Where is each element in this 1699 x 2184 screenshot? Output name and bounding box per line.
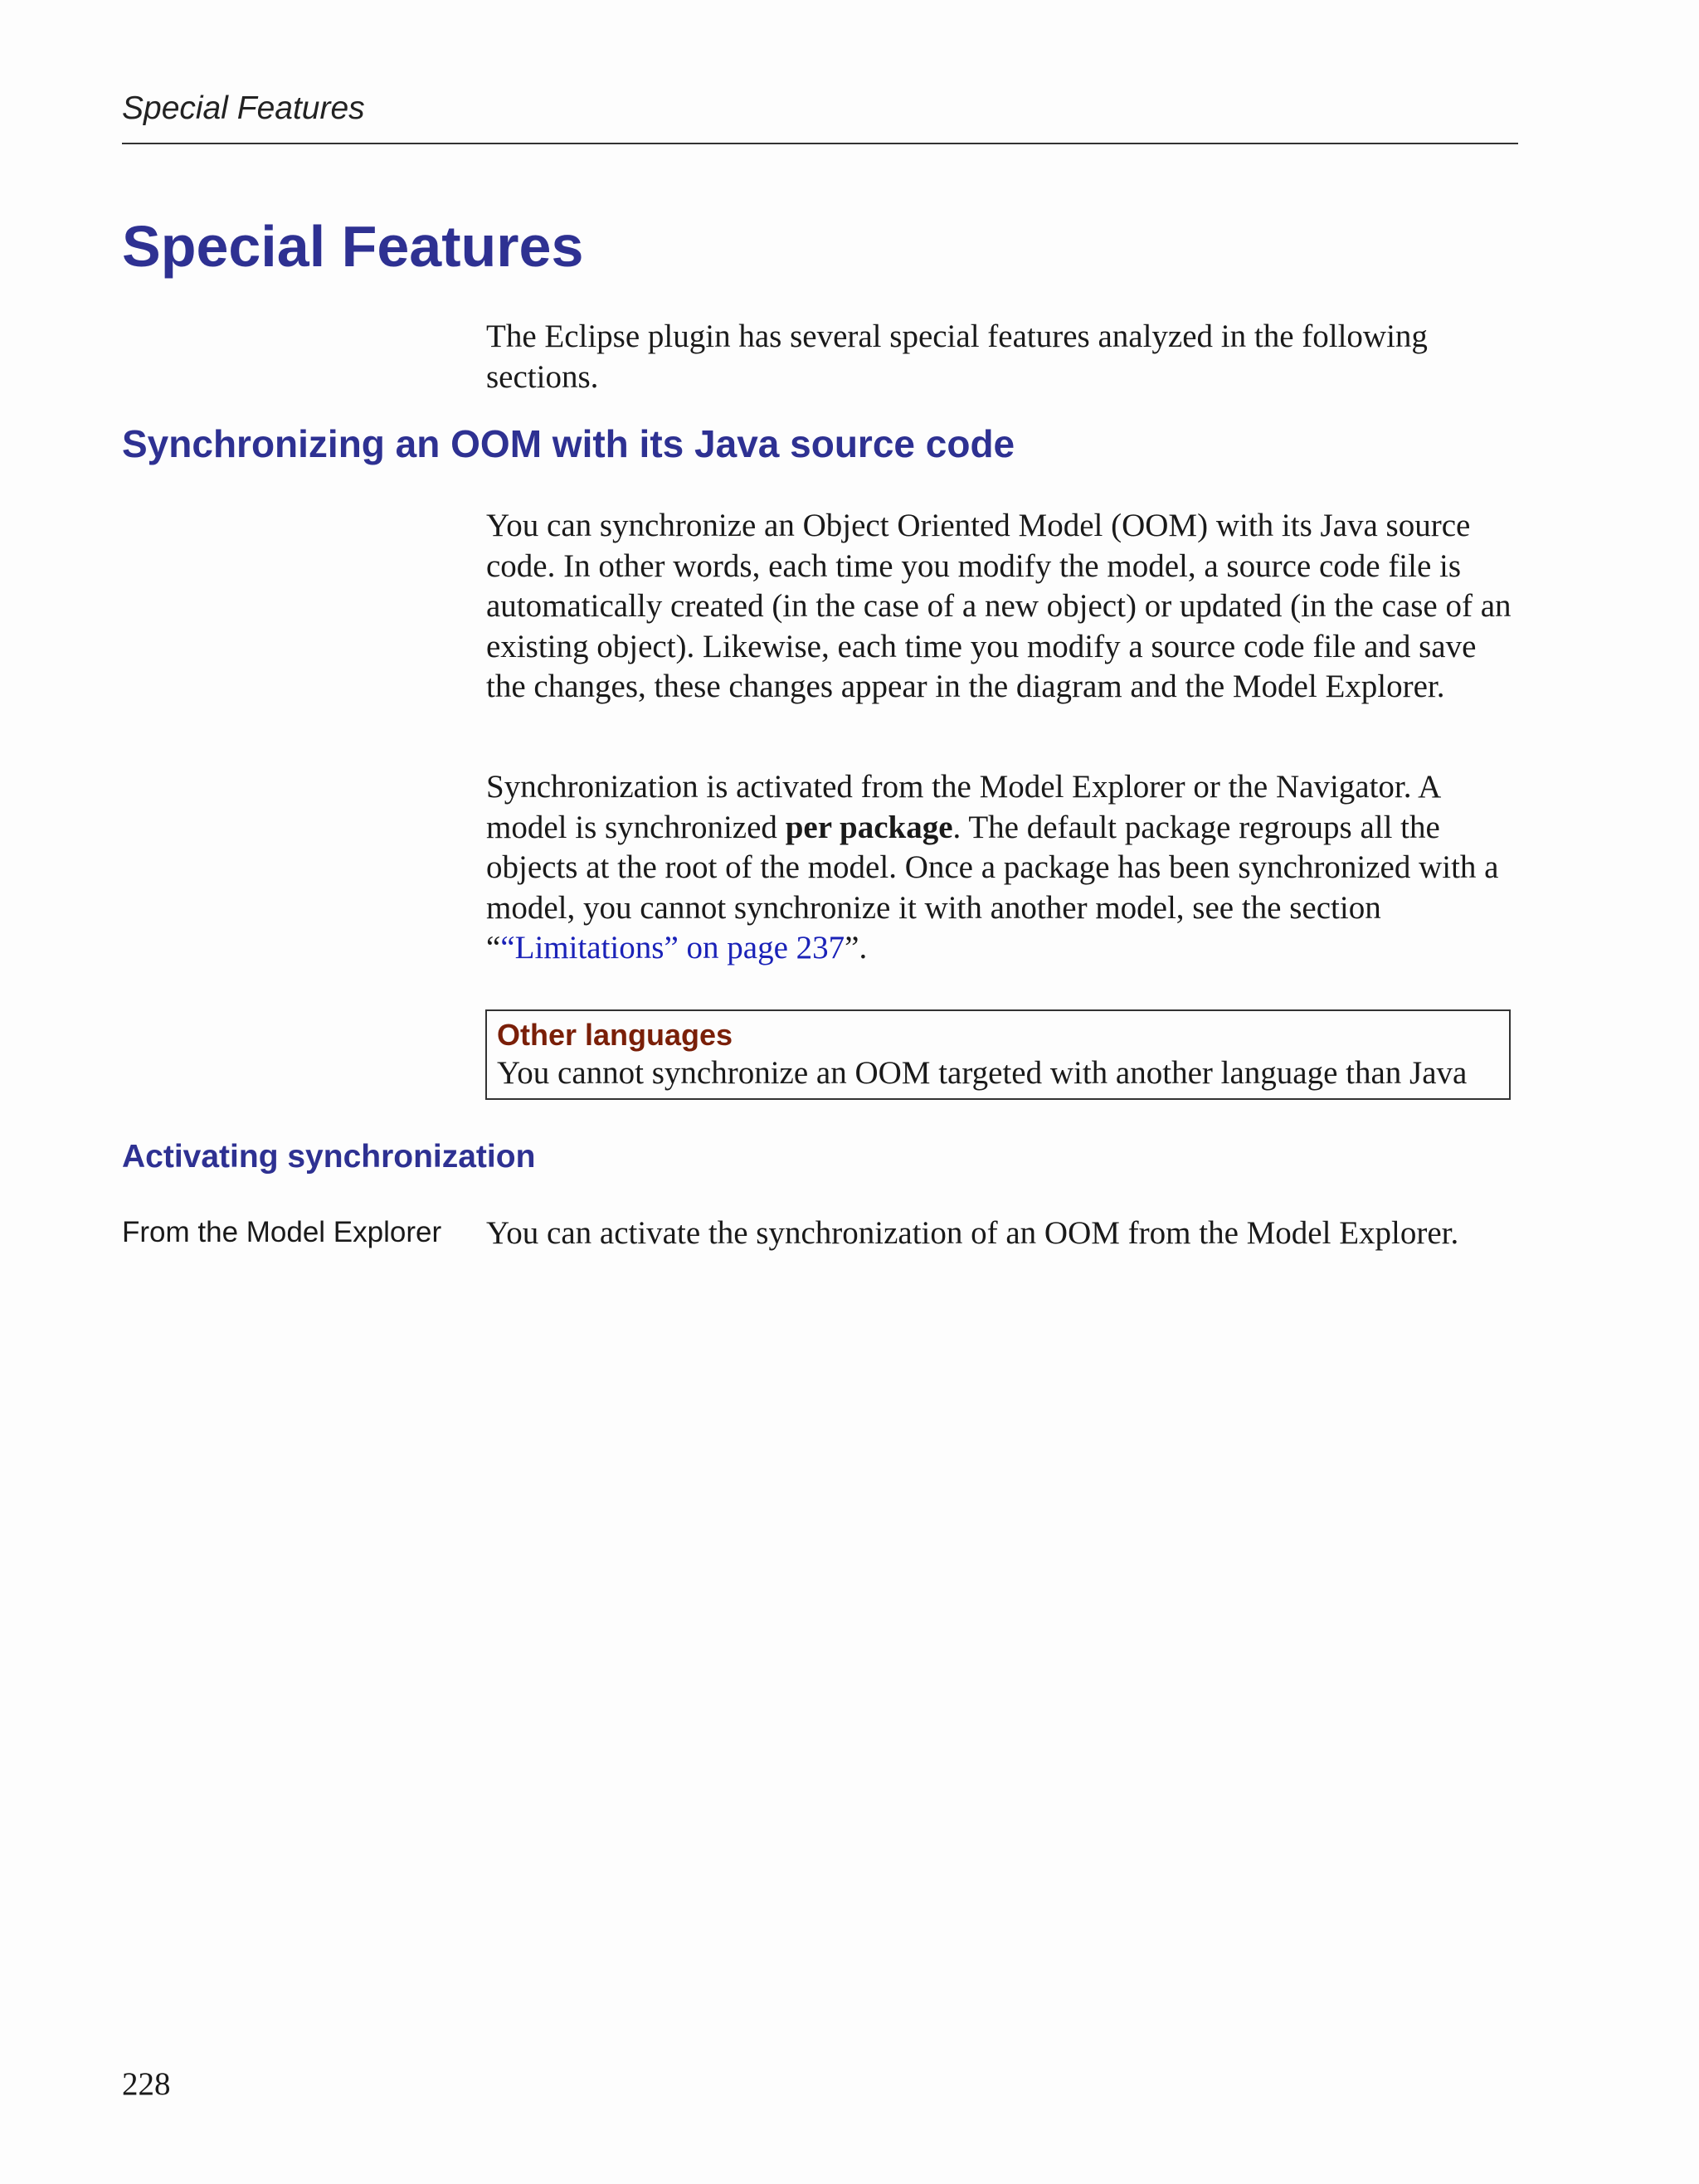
page-number: 228	[122, 2066, 171, 2102]
subsection-heading: Activating synchronization	[122, 1139, 536, 1175]
sync-paragraph-2	[486, 767, 1519, 969]
running-header: Special Features	[122, 90, 365, 126]
sync-paragraph-2-text-middle: . The default package regroups all the objects at the root of the model. Once a package has been synchronized with a model, you cannot synchronize it with another model, see the section “	[486, 809, 1499, 966]
section-heading: Synchronizing an OOM with its Java source code	[122, 422, 1015, 465]
note-text: You cannot synchronize an OOM targeted with another language than Java	[497, 1055, 1468, 1092]
sync-paragraph-2-text-end: ”.	[845, 930, 868, 966]
side-label: From the Model Explorer	[122, 1216, 442, 1248]
page-title: Special Features	[122, 214, 584, 279]
sync-paragraph-2-text: Synchronization is activated from the Model Explorer or the Navigator. A model is synchronized	[486, 769, 1440, 845]
note-box	[485, 1009, 1511, 1100]
sync-paragraph-1: You can synchronize an Object Oriented Model (OOM) with its Java source code. In other words, each time you modify the model, a source code file is automatically created (in the case of a new object) or updated (in the case of an existing object). Likewise, each time you modify a source code file and save the changes, these changes appear in the diagram and the Model Explorer.	[486, 508, 1512, 704]
per-package-emphasis: per package	[785, 809, 953, 845]
limitations-link[interactable]: “Limitations” on page 237	[500, 930, 845, 966]
activate-paragraph: You can activate the synchronization of an OOM from the Model Explorer.	[486, 1215, 1459, 1251]
header-divider	[122, 143, 1518, 144]
note-title: Other languages	[497, 1018, 733, 1052]
intro-paragraph: The Eclipse plugin has several special features analyzed in the following sections.	[486, 319, 1428, 395]
